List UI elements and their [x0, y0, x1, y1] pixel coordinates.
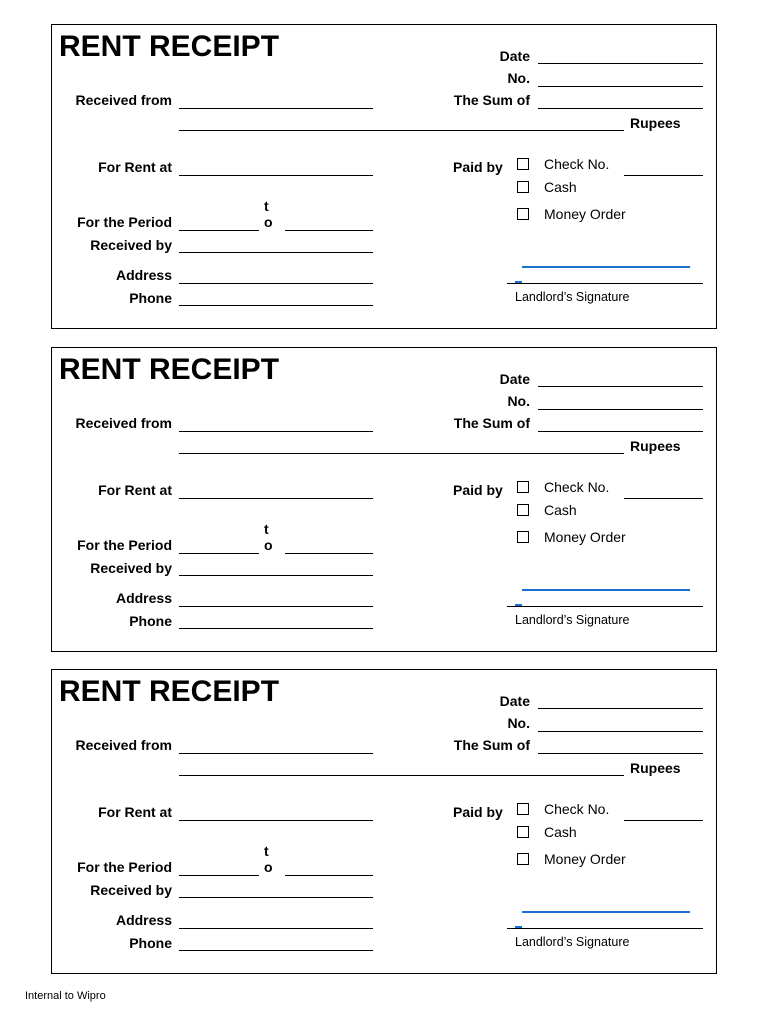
- received-by-field[interactable]: [179, 575, 373, 576]
- phone-label: Phone: [129, 290, 172, 306]
- received-by-field[interactable]: [179, 897, 373, 898]
- check-number-field[interactable]: [624, 820, 703, 821]
- address-field[interactable]: [179, 606, 373, 607]
- cash-checkbox[interactable]: [517, 826, 529, 838]
- date-field[interactable]: [538, 63, 703, 64]
- period-from-field[interactable]: [179, 230, 259, 231]
- sum-field[interactable]: [538, 431, 703, 432]
- signature-baseline: [507, 606, 703, 607]
- amount-words-field[interactable]: [179, 775, 624, 776]
- address-label: Address: [115, 267, 172, 283]
- sum-label: The Sum of: [453, 415, 530, 431]
- check-label: Check No.: [544, 156, 610, 172]
- amount-words-field[interactable]: [179, 453, 624, 454]
- receipt-number-field[interactable]: [538, 86, 703, 87]
- period-from-field[interactable]: [179, 875, 259, 876]
- received-by-label: Received by: [90, 237, 172, 253]
- rent-at-label: For Rent at: [98, 482, 172, 498]
- money-order-label: Money Order: [544, 206, 626, 222]
- signature-baseline: [507, 928, 703, 929]
- received-from-label: Received from: [75, 737, 172, 753]
- received-from-label: Received from: [75, 92, 172, 108]
- date-field[interactable]: [538, 386, 703, 387]
- check-checkbox[interactable]: [517, 803, 529, 815]
- phone-field[interactable]: [179, 305, 373, 306]
- period-to-t: t: [264, 521, 269, 537]
- money-order-checkbox[interactable]: [517, 208, 529, 220]
- rent-at-field[interactable]: [179, 175, 373, 176]
- received-from-field[interactable]: [179, 108, 373, 109]
- receipt-number-label: No.: [507, 70, 530, 86]
- rent-at-field[interactable]: [179, 820, 373, 821]
- received-from-field[interactable]: [179, 431, 373, 432]
- sum-label: The Sum of: [453, 92, 530, 108]
- phone-field[interactable]: [179, 628, 373, 629]
- rupees-label: Rupees: [630, 438, 681, 454]
- check-label: Check No.: [544, 479, 610, 495]
- period-to-t: t: [264, 843, 269, 859]
- signature-line[interactable]: [522, 589, 690, 591]
- date-label: Date: [499, 693, 530, 709]
- rent-receipt: [51, 347, 717, 652]
- date-label: Date: [499, 371, 530, 387]
- received-by-field[interactable]: [179, 252, 373, 253]
- period-to-o: o: [264, 214, 273, 230]
- sum-label: The Sum of: [453, 737, 530, 753]
- rent-at-label: For Rent at: [98, 804, 172, 820]
- received-by-label: Received by: [90, 882, 172, 898]
- address-label: Address: [115, 590, 172, 606]
- cash-checkbox[interactable]: [517, 504, 529, 516]
- check-label: Check No.: [544, 801, 610, 817]
- period-label: For the Period: [77, 859, 172, 875]
- received-from-field[interactable]: [179, 753, 373, 754]
- period-to-t: t: [264, 198, 269, 214]
- address-field[interactable]: [179, 928, 373, 929]
- period-to-o: o: [264, 537, 273, 553]
- cash-checkbox[interactable]: [517, 181, 529, 193]
- receipt-title: RENT RECEIPT: [59, 353, 280, 386]
- check-number-field[interactable]: [624, 175, 703, 176]
- period-label: For the Period: [77, 214, 172, 230]
- rent-receipt: [51, 669, 717, 974]
- paid-by-label: Paid by: [453, 482, 503, 498]
- rent-receipt: [51, 24, 717, 329]
- paid-by-label: Paid by: [453, 159, 503, 175]
- signature-label: Landlord’s Signature: [515, 935, 630, 949]
- phone-field[interactable]: [179, 950, 373, 951]
- receipt-number-label: No.: [507, 715, 530, 731]
- address-label: Address: [115, 912, 172, 928]
- rupees-label: Rupees: [630, 115, 681, 131]
- receipt-number-label: No.: [507, 393, 530, 409]
- receipt-number-field[interactable]: [538, 409, 703, 410]
- signature-line[interactable]: [522, 266, 690, 268]
- amount-words-field[interactable]: [179, 130, 624, 131]
- rent-at-label: For Rent at: [98, 159, 172, 175]
- money-order-label: Money Order: [544, 851, 626, 867]
- signature-line[interactable]: [522, 911, 690, 913]
- period-to-field[interactable]: [285, 553, 373, 554]
- rupees-label: Rupees: [630, 760, 681, 776]
- address-field[interactable]: [179, 283, 373, 284]
- signature-label: Landlord’s Signature: [515, 290, 630, 304]
- date-label: Date: [499, 48, 530, 64]
- signature-baseline: [507, 283, 703, 284]
- signature-label: Landlord’s Signature: [515, 613, 630, 627]
- check-number-field[interactable]: [624, 498, 703, 499]
- sum-field[interactable]: [538, 108, 703, 109]
- footer-note: Internal to Wipro: [25, 990, 106, 1002]
- period-from-field[interactable]: [179, 553, 259, 554]
- date-field[interactable]: [538, 708, 703, 709]
- period-to-field[interactable]: [285, 875, 373, 876]
- phone-label: Phone: [129, 935, 172, 951]
- cash-label: Cash: [544, 824, 577, 840]
- period-label: For the Period: [77, 537, 172, 553]
- phone-label: Phone: [129, 613, 172, 629]
- cash-label: Cash: [544, 179, 577, 195]
- rent-at-field[interactable]: [179, 498, 373, 499]
- paid-by-label: Paid by: [453, 804, 503, 820]
- receipt-title: RENT RECEIPT: [59, 30, 280, 63]
- receipt-number-field[interactable]: [538, 731, 703, 732]
- received-by-label: Received by: [90, 560, 172, 576]
- check-checkbox[interactable]: [517, 158, 529, 170]
- money-order-checkbox[interactable]: [517, 531, 529, 543]
- money-order-checkbox[interactable]: [517, 853, 529, 865]
- period-to-o: o: [264, 859, 273, 875]
- cash-label: Cash: [544, 502, 577, 518]
- period-to-field[interactable]: [285, 230, 373, 231]
- money-order-label: Money Order: [544, 529, 626, 545]
- received-from-label: Received from: [75, 415, 172, 431]
- sum-field[interactable]: [538, 753, 703, 754]
- receipt-title: RENT RECEIPT: [59, 675, 280, 708]
- check-checkbox[interactable]: [517, 481, 529, 493]
